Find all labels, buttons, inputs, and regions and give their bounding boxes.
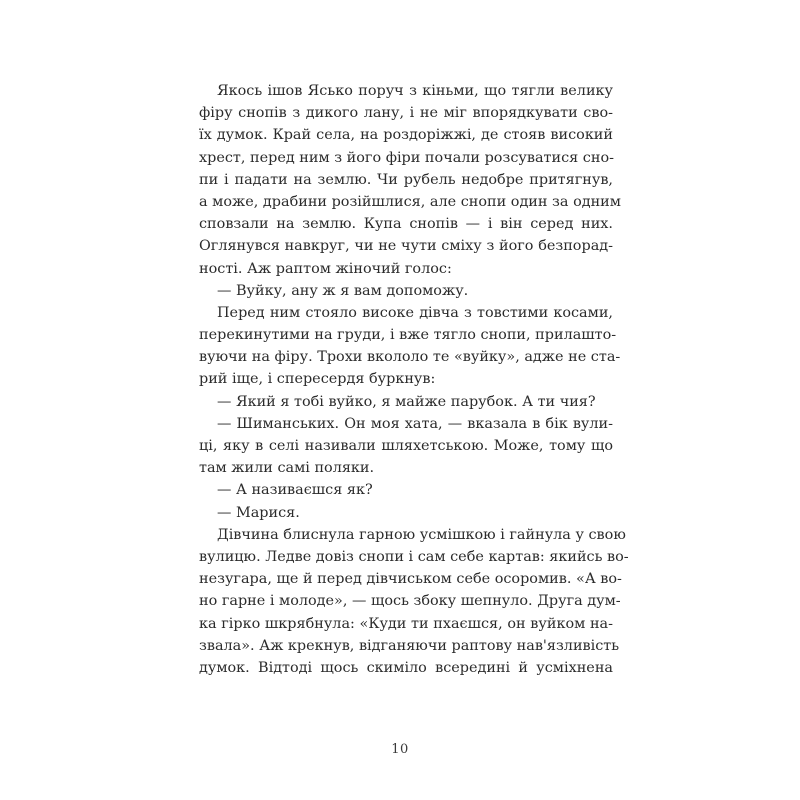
text-line: Дівчина блиснула гарною усмішкою і гайнула у свою <box>217 526 626 543</box>
text-line: а може, драбини розійшлися, але снопи один за одним <box>199 193 621 210</box>
text-line: незугара, ще й перед дівчиськом себе осоромив. «А во- <box>199 571 622 588</box>
text-line: ка гірко шкрябнула: «Куди ти пхаєшся, он вуйком на- <box>199 615 613 632</box>
text-line: ці, яку в селі називали шляхетською. Може, тому що <box>199 438 613 454</box>
text-line: но гарне і молоде», — щось збоку шепнуло. Друга дум- <box>199 593 621 610</box>
text-line: фіру снопів з дикого лану, і не міг впорядкувати сво- <box>199 105 613 122</box>
text-line: ності. Аж раптом жіночий голос: <box>199 260 452 277</box>
text-line: там жили самі поляки. <box>199 460 375 477</box>
text-line: думок. Відтоді щось скиміло всередині й усміхнена <box>199 659 613 676</box>
text-line: — Марися. <box>217 504 300 521</box>
text-line: вуючи на фіру. Трохи вкололо те «вуйку», адже не ста- <box>199 349 621 366</box>
text-line: вулицю. Ледве довіз снопи і сам себе картав: якийсь во- <box>199 548 629 565</box>
text-line: пи і падати на землю. Чи рубель недобре притягнув, <box>199 171 613 188</box>
text-line: перекинутими на груди, і вже тягло снопи, прилашто- <box>199 327 617 344</box>
text-line: звала». Аж крекнув, відганяючи раптову нав'язливість <box>199 637 620 654</box>
text-line: — Вуйку, ану ж я вам допоможу. <box>217 282 469 299</box>
text-line: Перед ним стояло високе дівча з товстими косами, <box>217 304 613 321</box>
text-line: їх думок. Край села, на роздоріжжі, де стояв високий <box>199 127 613 144</box>
text-line: — Шиманських. Он моя хата, — вказала в бік вули- <box>217 415 613 432</box>
text-line: хрест, перед ним з його фіри почали розсуватися сно- <box>199 149 614 166</box>
text-line: Оглянувся навкруг, чи не чути сміху з його безпорад- <box>199 238 613 255</box>
text-line: — А називаєшся як? <box>217 482 373 499</box>
page-number: 10 <box>391 742 409 757</box>
body-text <box>199 80 629 679</box>
text-line: сповзали на землю. Купа снопів — і він серед них. <box>199 216 613 233</box>
text-line: рий іще, і спересердя буркнув: <box>199 371 436 388</box>
text-line: Якось ішов Ясько поруч з кіньми, що тягли велику <box>217 83 613 99</box>
text-line: — Який я тобі вуйко, я майже парубок. А ти чия? <box>217 393 596 410</box>
